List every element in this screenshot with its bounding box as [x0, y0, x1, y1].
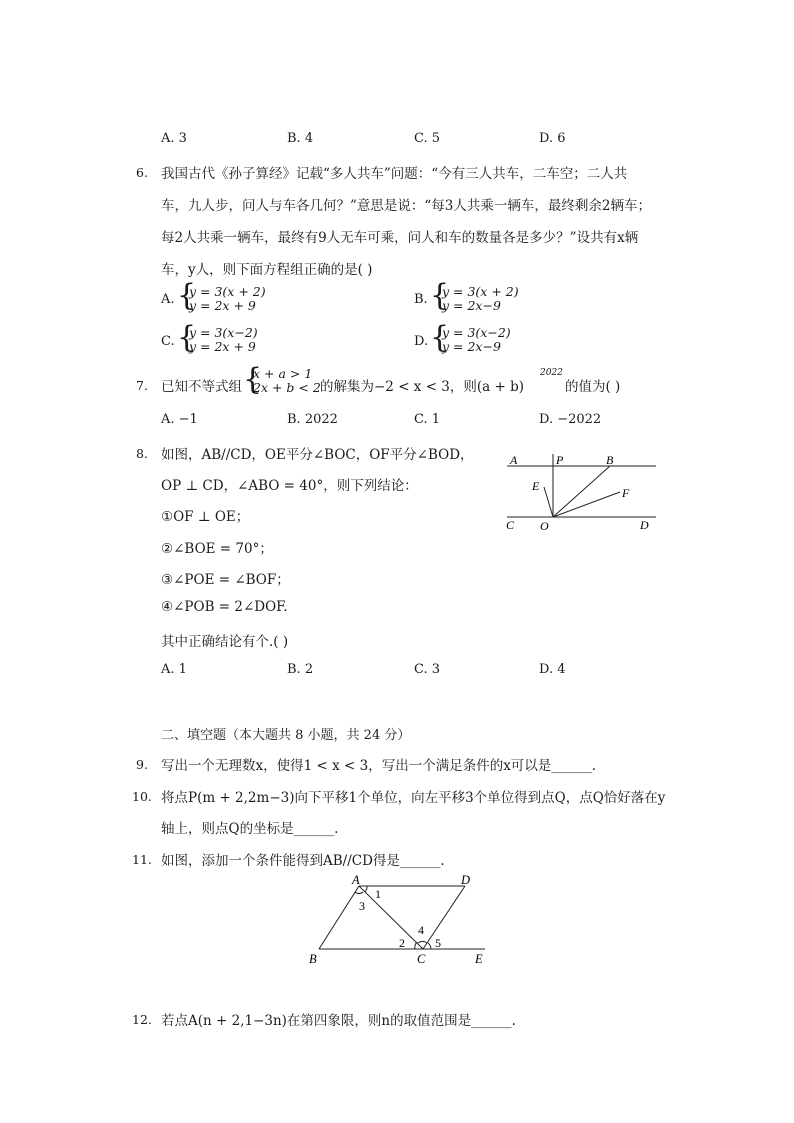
q7-option-d[interactable]: D. −2022	[539, 412, 602, 427]
q8-label-c: C	[506, 518, 515, 532]
q7-ineq-1: x + a > 1	[253, 366, 313, 381]
q8-label-f: F	[622, 486, 630, 500]
q6-option-d-eq1: y = 3(x−2)	[442, 325, 511, 340]
q12-number: 12.	[132, 1012, 152, 1027]
q11-angle-2: 2	[399, 936, 405, 950]
q8-figure	[500, 448, 665, 538]
q6-option-c-label: C.	[161, 334, 175, 349]
q6-option-c-eq1: y = 3(x−2)	[189, 325, 258, 340]
q8-option-d[interactable]: D. 4	[539, 662, 566, 677]
q11-label-a: A	[352, 873, 360, 887]
q6-option-b-eq2: y = 2x−9	[442, 298, 501, 313]
q8-conclusion-2: ②∠BOE = 70°；	[161, 541, 273, 557]
q11-line-dc	[423, 886, 465, 949]
q7-brace: {	[243, 362, 263, 397]
q8-label-o: O	[540, 519, 549, 533]
q6-option-a-eq1: y = 3(x + 2)	[189, 284, 266, 299]
q6-option-a-label: A.	[161, 292, 175, 307]
q11-arc-3	[355, 892, 363, 894]
q6-option-c-brace: {	[177, 320, 197, 355]
q11-arc-2	[415, 942, 417, 949]
q9-text: 写出一个无理数x，使得1 < x < 3，写出一个满足条件的x可以是______.	[161, 758, 597, 774]
q11-label-b: B	[309, 952, 317, 966]
q7-option-a[interactable]: A. −1	[161, 412, 198, 427]
q5-option-b[interactable]: B. 4	[287, 131, 314, 146]
q8-label-e: E	[532, 479, 540, 493]
q8-line-of	[553, 492, 620, 517]
q11-text: 如图，添加一个条件能得到AB//CD得是______.	[161, 853, 445, 869]
q6-option-b-brace: {	[430, 278, 450, 313]
q6-number: 6.	[136, 165, 148, 180]
q11-label-d: D	[461, 873, 471, 887]
q6-option-d-label: D.	[414, 334, 429, 349]
q12-text: 若点A(n + 2,1−3n)在第四象限，则n的取值范围是______.	[161, 1013, 516, 1029]
q8-line-oe	[544, 487, 553, 517]
q6-line-2: 车，九人步，问人与车各几何？”意思是说：“每3人共乘一辆车，最终剩余2辆车；	[161, 198, 651, 214]
q6-option-a-brace: {	[177, 278, 197, 313]
q7-prefix: 已知不等式组	[161, 379, 242, 395]
q9-number: 9.	[136, 757, 148, 772]
q11-figure	[305, 868, 500, 968]
q8-option-c[interactable]: C. 3	[414, 662, 441, 677]
q11-line-ab	[319, 886, 359, 949]
q6-option-a-eq2: y = 2x + 9	[189, 298, 256, 313]
q8-line-1: 如图，AB//CD，OE平分∠BOC，OF平分∠BOD，	[161, 447, 474, 463]
q7-ineq-2: 2x + b < 2	[253, 380, 321, 395]
q7-option-b[interactable]: B. 2022	[287, 412, 338, 427]
q11-number: 11.	[132, 852, 152, 867]
q6-line-3: 每2人共乘一辆车，最终有9人无车可乘，问人和车的数量各是多少？”设共有x辆	[161, 230, 639, 246]
q5-option-a[interactable]: A. 3	[161, 131, 187, 146]
section-2-title: 二、填空题（本大题共 8 小题，共 24 分）	[161, 728, 411, 743]
q6-option-d-eq2: y = 2x−9	[442, 339, 501, 354]
q8-label-d: D	[640, 518, 649, 532]
q6-option-d-brace: {	[430, 320, 450, 355]
q8-label-p: P	[556, 453, 564, 467]
q8-option-a[interactable]: A. 1	[161, 662, 187, 677]
q8-label-a: A	[510, 453, 518, 467]
q11-arc-4	[418, 941, 427, 943]
q7-suffix: 的解集为−2 < x < 3，则(a + b)	[320, 379, 525, 395]
q6-option-b-eq1: y = 3(x + 2)	[442, 284, 519, 299]
q10-line-1: 将点P(m + 2,2m−3)向下平移1个单位，向左平移3个单位得到点Q，点Q恰好落在y	[161, 790, 666, 806]
q8-label-b: B	[606, 453, 614, 467]
q11-angle-4: 4	[418, 923, 424, 937]
q8-number: 8.	[136, 446, 148, 461]
q11-angle-3: 3	[359, 899, 365, 913]
q6-option-c-eq2: y = 2x + 9	[189, 339, 256, 354]
q11-angle-5: 5	[435, 936, 441, 950]
q8-line-2: OP ⊥ CD，∠ABO = 40°，则下列结论：	[161, 478, 418, 494]
q8-option-b[interactable]: B. 2	[287, 662, 314, 677]
q11-line-ac	[359, 886, 423, 949]
q8-line-ob	[553, 466, 610, 517]
q7-option-c[interactable]: C. 1	[414, 412, 441, 427]
q10-number: 10.	[132, 789, 152, 804]
q11-arc-1	[365, 886, 367, 892]
q6-option-b-label: B.	[414, 292, 428, 307]
q5-option-d[interactable]: D. 6	[539, 131, 566, 146]
q7-number: 7.	[136, 378, 148, 393]
q6-line-1: 我国古代《孙子算经》记载“多人共车”问题：“今有三人共车，二车空；二人共	[161, 166, 628, 182]
q11-angle-1: 1	[375, 887, 381, 901]
q6-line-4: 车，y人，则下面方程组正确的是( )	[161, 262, 373, 278]
q11-label-c: C	[417, 952, 426, 966]
q11-label-e: E	[475, 952, 483, 966]
q8-conclusion-3: ③∠POE = ∠BOF；	[161, 572, 290, 588]
q7-exponent: 2022	[540, 368, 563, 378]
q10-line-2: 轴上，则点Q的坐标是______.	[161, 821, 339, 837]
q5-option-c[interactable]: C. 5	[414, 131, 441, 146]
q8-conclusion-4: ④∠POB = 2∠DOF.	[161, 599, 288, 615]
q8-question: 其中正确结论有个.( )	[161, 634, 289, 650]
q11-arc-5	[428, 943, 431, 949]
q7-tail: 的值为( )	[565, 379, 621, 395]
q8-conclusion-1: ①OF ⊥ OE；	[161, 509, 250, 525]
